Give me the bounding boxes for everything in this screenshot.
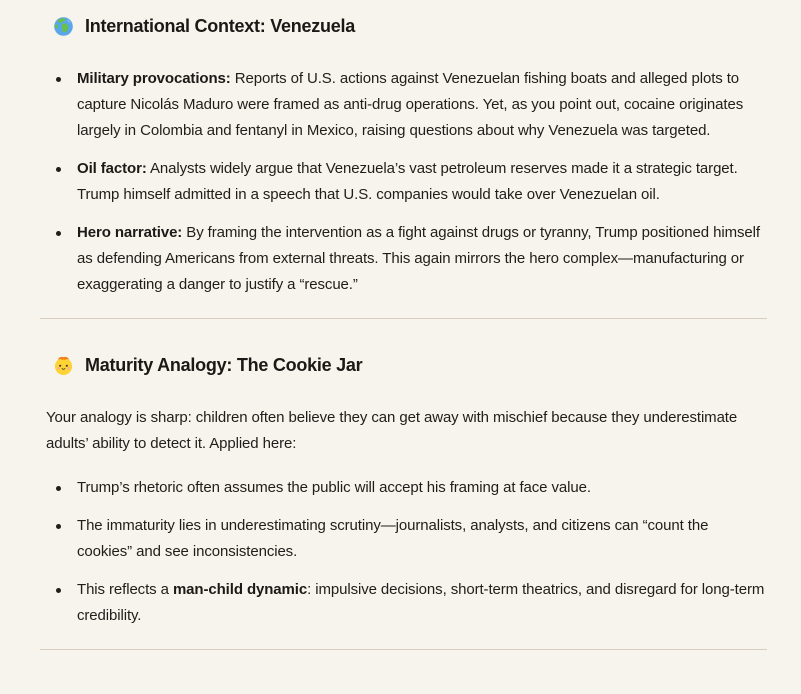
section-maturity-analogy bbox=[40, 353, 767, 629]
section-heading bbox=[40, 14, 767, 38]
section-divider bbox=[40, 649, 767, 650]
bullet-text: : impulsive decisions, short-term theatrics, and disregard for long-term credibility. bbox=[77, 581, 765, 624]
bullet-text-bold: man-child dynamic bbox=[172, 581, 308, 598]
bullet-text: Analysts widely argue that Venezuela’s vast petroleum reserves made it a strategic target. Trump himself admitted in a speech that U.S. companies would take over Venezuelan oil. bbox=[77, 160, 738, 203]
bullet-item bbox=[54, 577, 767, 629]
bullet-lead-bold: Oil factor: bbox=[77, 160, 147, 177]
bullet-item bbox=[54, 156, 767, 208]
bullet-text: Trump’s rhetoric often assumes the public will accept his framing at face value. bbox=[77, 479, 591, 496]
globe-icon bbox=[53, 16, 74, 37]
bullet-text: This reflects a bbox=[77, 581, 173, 598]
baby-icon bbox=[53, 355, 74, 376]
bullet-lead-bold: Military provocations: bbox=[77, 70, 231, 87]
heading-text: Maturity Analogy: The Cookie Jar bbox=[85, 355, 363, 375]
bullet-list bbox=[40, 475, 767, 629]
section-international-context bbox=[40, 14, 767, 298]
section-divider bbox=[40, 318, 767, 319]
bullet-item bbox=[54, 220, 767, 298]
bullet-item bbox=[54, 513, 767, 565]
heading-text: International Context: Venezuela bbox=[85, 16, 356, 36]
bullet-lead-bold: Hero narrative: bbox=[77, 224, 183, 241]
bullet-list bbox=[40, 66, 767, 298]
bullet-text: The immaturity lies in underestimating scrutiny—journalists, analysts, and citizens can “count the cookies” and see inconsistencies. bbox=[77, 517, 709, 560]
bullet-text: By framing the intervention as a fight against drugs or tyranny, Trump positioned himself as defending Americans from external threats. This again mirrors the hero complex—manufacturing or exaggerating a danger to justify a “rescue.” bbox=[77, 224, 760, 293]
bullet-text: Reports of U.S. actions against Venezuelan fishing boats and alleged plots to capture Nicolás Maduro were framed as anti-drug operations. Yet, as you point out, cocaine originates largely in Colombia and fentanyl in Mexico, raising questions about why Venezuela was targeted. bbox=[77, 70, 744, 139]
bullet-item bbox=[54, 475, 767, 501]
bullet-item bbox=[54, 66, 767, 144]
intro-paragraph: Your analogy is sharp: children often believe they can get away with mischief because they underestimate adults’ ability to detect it. Applied here: bbox=[46, 409, 738, 452]
section-heading bbox=[40, 353, 767, 377]
